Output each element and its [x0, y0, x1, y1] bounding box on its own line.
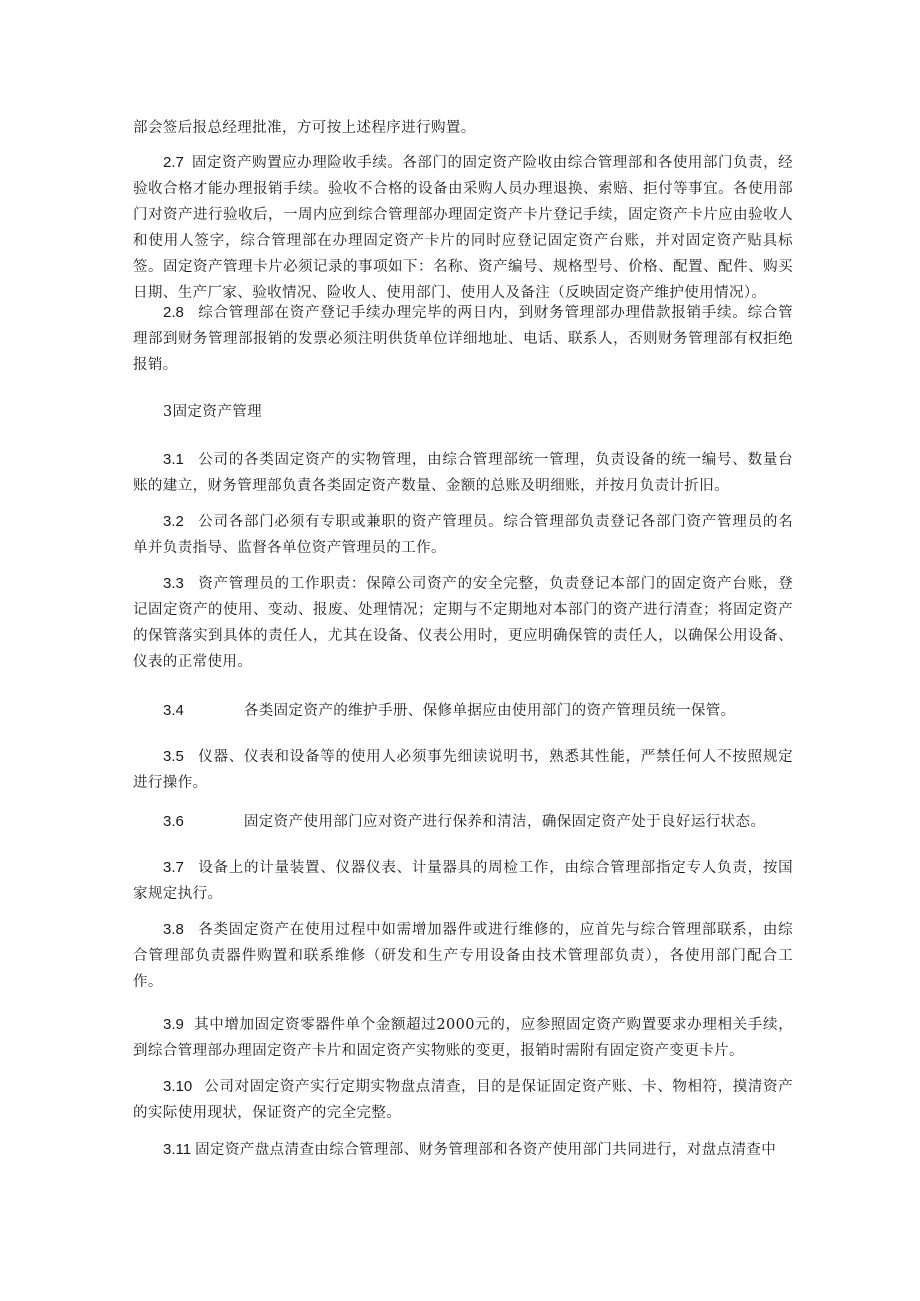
section-heading-3: [133, 399, 793, 425]
section-number: 3.2: [163, 513, 184, 530]
paragraph-3-2: [133, 509, 793, 561]
paragraph-text: 公司对固定资产实行定期实物盘点清查，目的是保证固定资产账、卡、物相符，摸清资产的实际使用现状，保证资产的完全完整。: [133, 1079, 793, 1121]
section-number: 3.5: [163, 748, 184, 765]
section-number: 3.7: [163, 859, 184, 876]
paragraph-text: 各类固定资产的维护手册、保修单据应由使用部门的资产管理员统一保管。: [243, 703, 736, 719]
section-number: 2.7: [163, 154, 184, 171]
section-number: 3.8: [163, 921, 184, 938]
paragraph-3-7: [133, 855, 793, 907]
section-number: 3.6: [163, 813, 184, 830]
paragraph-text: 公司各部门必须有专职或兼职的资产管理员。综合管理部负责登记各部门资产管理员的名单并负责指导、监督各单位资产管理员的工作。: [133, 514, 793, 556]
paragraph-text: 固定资产盘点清查由综合管理部、财务管理部和各资产使用部门共同进行，对盘点清查中: [195, 1142, 777, 1158]
paragraph-3-3: [133, 571, 793, 675]
section-number: 2.8: [163, 304, 184, 321]
paragraph-3-8: [133, 917, 793, 995]
paragraph-continuation: [133, 115, 793, 141]
paragraph-text: 其中增加固定资零器件单个金额超过2000元的，应参照固定资产购置要求办理相关手续，到综合管理部办理固定资产卡片和固定资产实物账的变更，报销时需附有固定资产变更卡片。: [133, 1017, 793, 1059]
paragraph-2-8: [133, 300, 793, 378]
paragraph-text: 公司的各类固定资产的实物管理，由综合管理部统一管理，负责设备的统一编号、数量台账的建立，财务管理部负責各类固定资产数量、金额的总账及明细账，并按月负责计折旧。: [133, 452, 793, 494]
section-number: 3.11: [163, 1141, 192, 1158]
paragraph-3-1: [133, 447, 793, 499]
paragraph-3-11: [133, 1137, 793, 1163]
paragraph-text: 仪器、仪表和设备等的使用人必须事先细读说明书，熟悉其性能，严禁任何人不按照规定进行操作。: [133, 749, 793, 791]
paragraph-text: 资产管理员的工作职责：保障公司资产的安全完整，负责登记本部门的固定资产台账，登记固定资产的使用、变动、报废、处理情况；定期与不定期地对本部门的资产进行清查；将固定资产的保管落实到具体的责任人，尤其在设备、仪表公用时，更应明确保管的责任人，以确保公用设备、仪表的正常使用。: [133, 576, 793, 670]
section-number: 3.10: [163, 1078, 193, 1095]
paragraph-3-5: [133, 744, 793, 796]
paragraph-text: 固定资产购置应办理险收手续。各部门的固定资产险收由综合管理部和各使用部门负责，经验收合格才能办理报销手续。验收不合格的设备由采购人员办理退换、索赔、拒付等事宜。各使用部门对资产进行验收后，一周内应到综合管理部办理固定资产卡片登记手续，固定资产卡片应由验收人和使用人签字，综合管理部在办理固定资产卡片的同时应登记固定资产台账，并对固定资产贴具标签。固定资产管理卡片必须记录的事项如下：名称、资产编号、规格型号、价格、配置、配件、购买日期、生产厂家、验收情况、险收人、使用部门、使用人及备注（反映固定资产维护使用情况）。: [133, 155, 793, 301]
paragraph-3-9: [133, 1012, 793, 1064]
paragraph-text: 各类固定资产在使用过程中如需增加器件或进行维修的，应首先与综合管理部联系，由综合管理部负责器件购置和联系维修（研发和生产专用设备由技术管理部负责），各使用部门配合工作。: [133, 922, 793, 990]
paragraph-3-4: [133, 698, 793, 724]
paragraph-text: 综合管理部在资产登记手续办理完毕的两日内，到财务管理部办理借款报销手续。综合管理部到财务管理部报销的发票必须注明供货单位详细地址、电话、联系人，否则财务管理部有权拒绝报销。: [133, 305, 793, 373]
section-number: 3.3: [163, 575, 184, 592]
paragraph-text: 设备上的计量装置、仪器仪表、计量器具的周检工作，由综合管理部指定专人负责，按国家规定执行。: [133, 860, 793, 902]
paragraph-3-10: [133, 1074, 793, 1126]
paragraph-2-7: [133, 150, 793, 306]
paragraph-text: 固定资产使用部门应对资产进行保养和清洁，确保固定资产处于良好运行状态。: [243, 814, 766, 830]
section-number: 3.1: [163, 451, 184, 468]
section-heading-text: 3固定资产管理: [163, 404, 263, 420]
paragraph-3-6: [133, 809, 793, 835]
paragraph-text: 部会签后报总经理批准，方可按上述程序进行购置。: [133, 120, 476, 136]
section-number: 3.4: [163, 702, 184, 719]
section-number: 3.9: [163, 1016, 184, 1033]
